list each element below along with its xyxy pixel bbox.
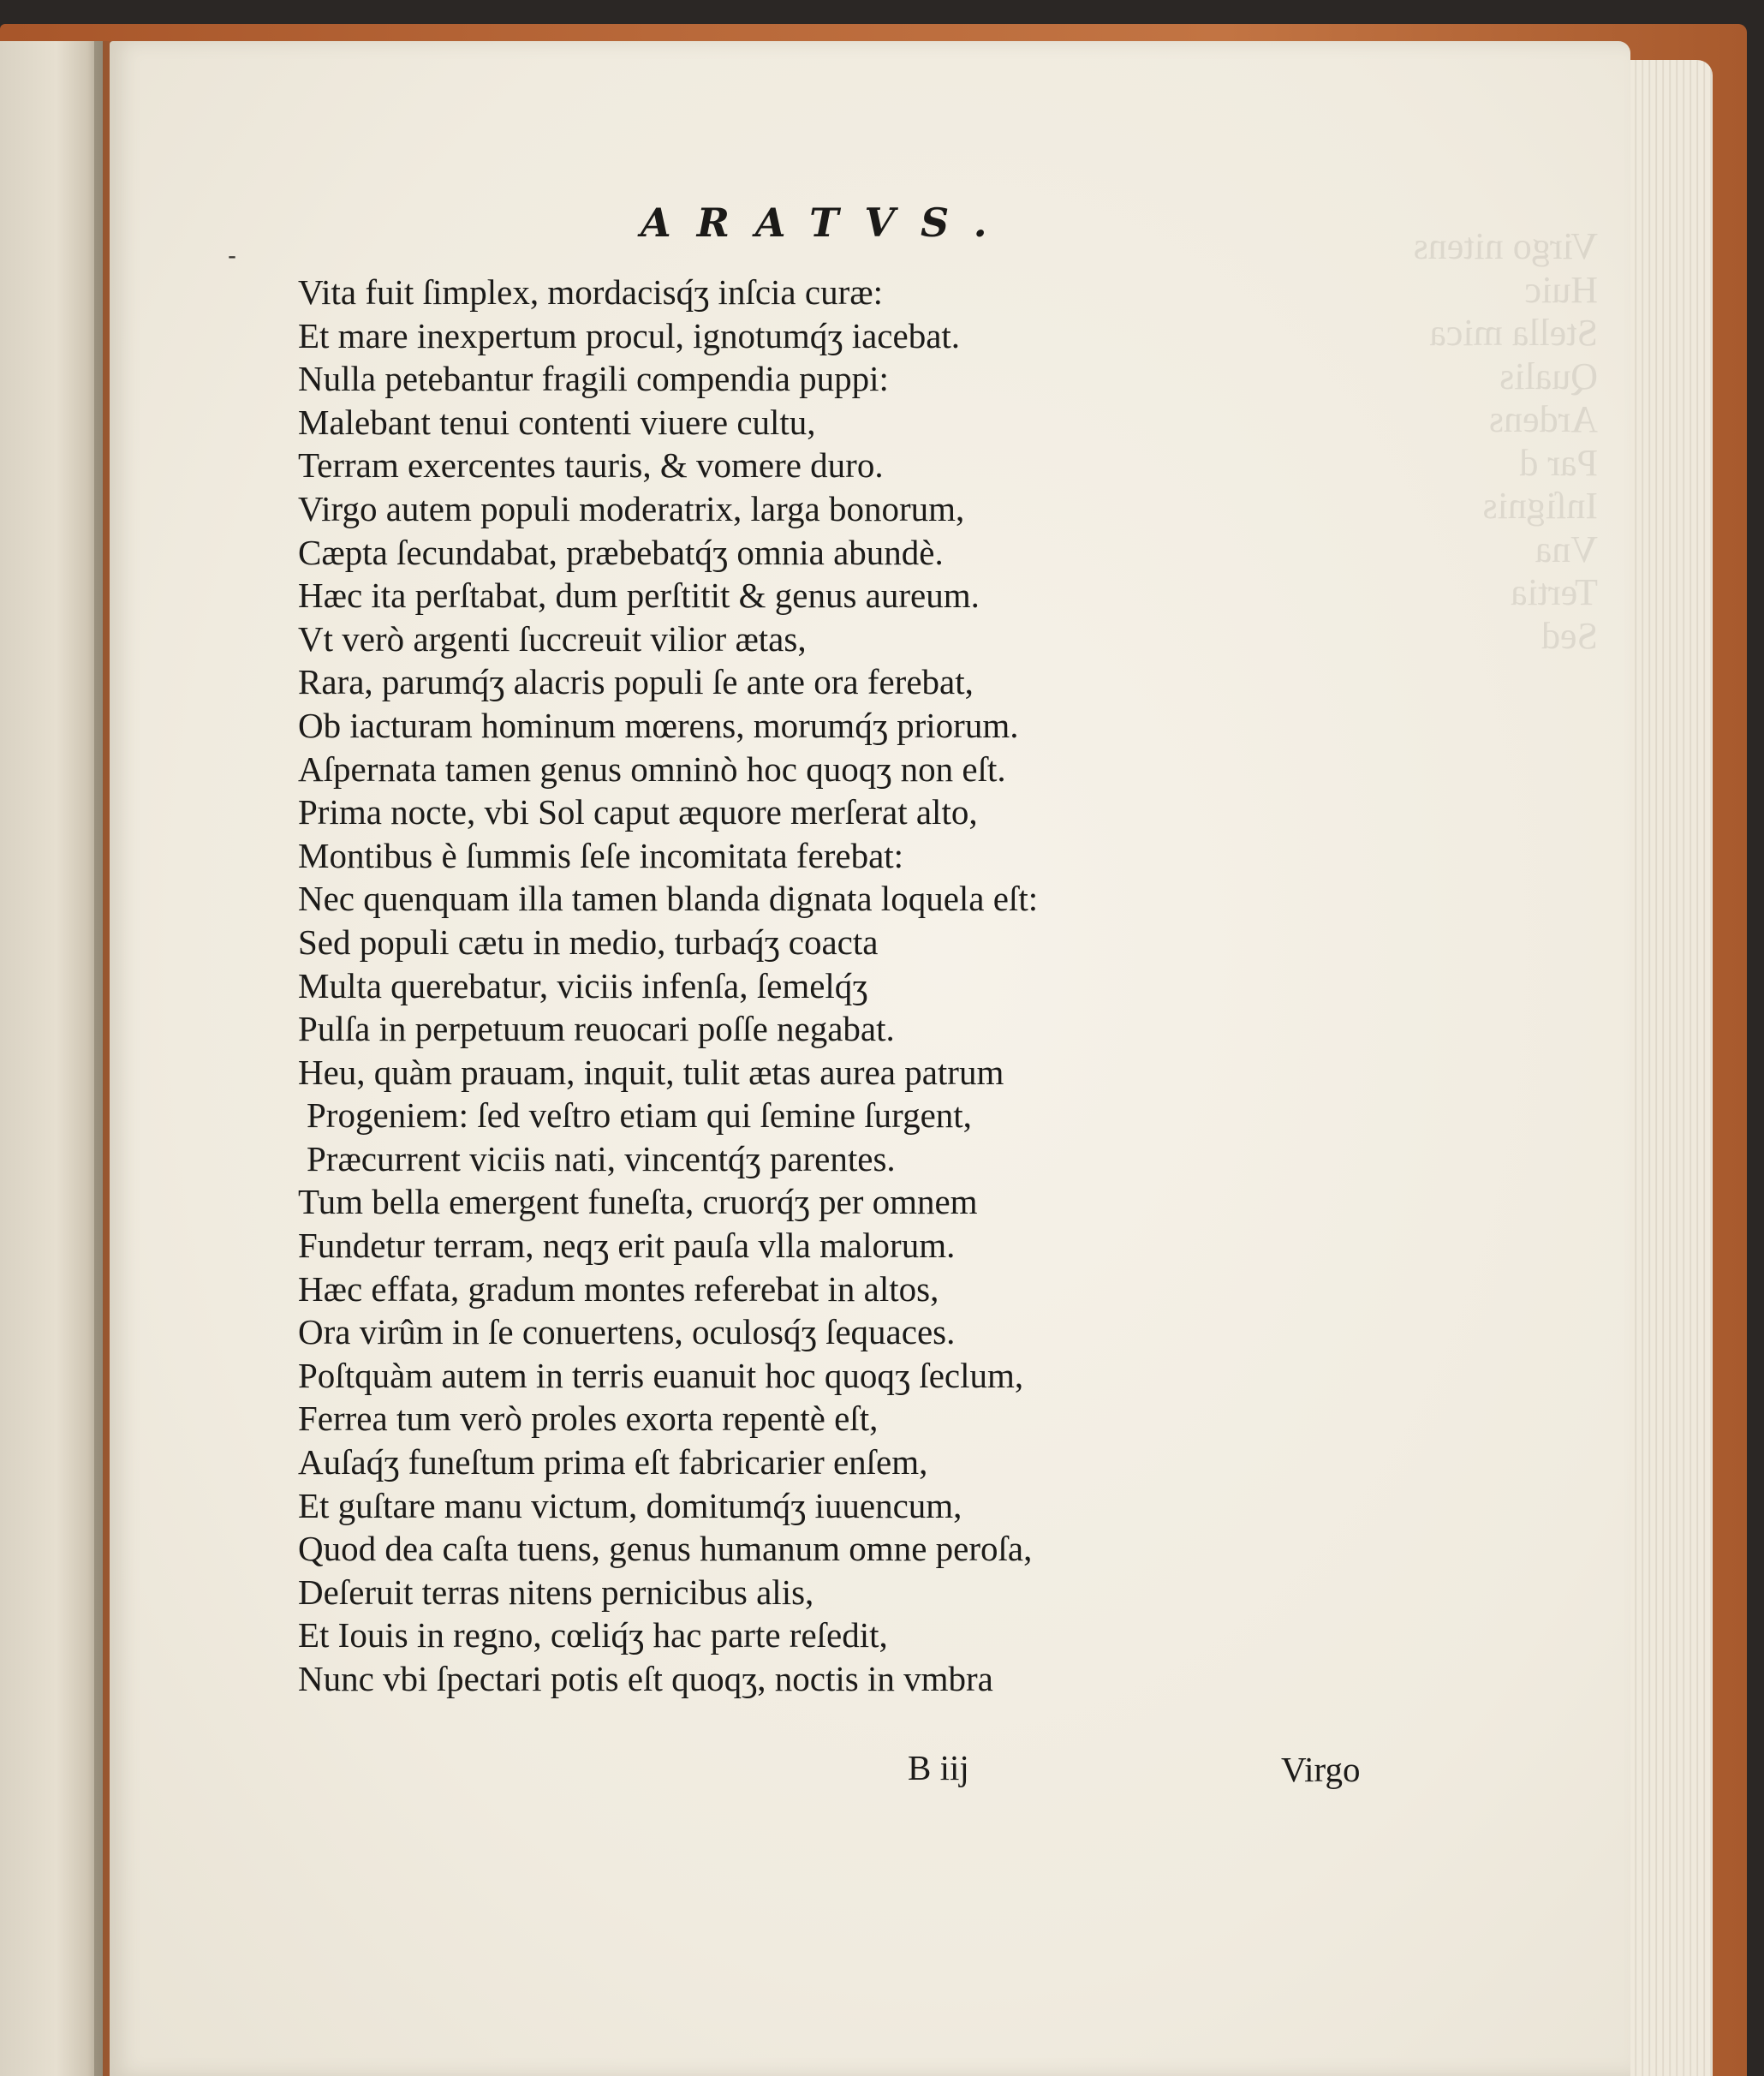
verse-line: Rara, parumq́ʒ alacris populi ſe ante ora ferebat,	[298, 662, 974, 702]
verse-line: Progeniem: ſed veſtro etiam qui ſemine ſurgent,	[307, 1095, 972, 1136]
verse-line: Quod dea caſta tuens, genus humanum omne peroſa,	[298, 1529, 1033, 1569]
verse-line: Aſpernata tamen genus omninò hoc quoqʒ non eſt.	[298, 749, 1006, 789]
verse-line: Et Iouis in regno, cœliq́ʒ hac parte reſedit,	[298, 1615, 888, 1655]
margin-mark: -	[228, 242, 236, 270]
verse-line: Nulla petebantur fragili compendia puppi:	[298, 359, 889, 399]
verse-line: Vita fuit ſimplex, mordacisq́ʒ inſcia curæ:	[298, 272, 883, 312]
verse-line: Malebant tenui contenti viuere cultu,	[298, 402, 816, 442]
show-through-text: Virgo nitens Huic Stella mica Qualis Ardens Par d Inſignis Vna Tertia Sed	[1413, 225, 1598, 657]
verse-line: Cæpta ſecundabat, præbebatq́ʒ omnia abundè.	[298, 532, 944, 572]
verse-line: Montibus è ſummis ſeſe incomitata ferebat:	[298, 835, 904, 875]
verse-line: Hæc effata, gradum montes referebat in altos,	[298, 1268, 939, 1309]
verse-line: Et mare inexpertum procul, ignotumq́ʒ iacebat.	[298, 315, 961, 355]
verse-line: Nunc vbi ſpectari potis eſt quoqʒ, noctis in vmbra	[298, 1659, 993, 1698]
printed-page	[110, 41, 1630, 2076]
catchword: Virgo	[1281, 1750, 1361, 1789]
verse-line: Deſeruit terras nitens pernicibus alis,	[298, 1572, 814, 1612]
running-head: ARATVS.	[641, 200, 1013, 246]
verse-line: Tum bella emergent funeſta, cruorq́ʒ per omnem	[298, 1182, 978, 1222]
verse-line: Terram exercentes tauris, & vomere duro.	[298, 445, 884, 486]
verse-line: Auſaq́ʒ funeſtum prima eſt fabricarier enſem,	[298, 1442, 928, 1482]
verse-line: Prima nocte, vbi Sol caput æquore merſerat alto,	[298, 792, 978, 832]
verse-line: Ob iacturam hominum mœrens, morumq́ʒ priorum.	[298, 705, 1019, 745]
verse-line: Poſtquàm autem in terris euanuit hoc quoqʒ ſeclum,	[298, 1355, 1024, 1395]
verse-line: Præcurrent viciis nati, vincentq́ʒ parentes.	[307, 1138, 896, 1178]
verse-line: Ora virûm in ſe conuertens, oculosq́ʒ ſequaces.	[298, 1312, 956, 1352]
verse-line: Sed populi cætu in medio, turbaq́ʒ coacta	[298, 922, 879, 962]
signature-mark: B iij	[908, 1748, 969, 1787]
verse-line: Pulſa in perpetuum reuocari poſſe negabat.	[298, 1009, 895, 1049]
verse-line: Virgo autem populi moderatrix, larga bonorum,	[298, 488, 965, 528]
left-page-edge	[0, 41, 103, 2076]
verse-line: Heu, quàm prauam, inquit, tulit ætas aurea patrum	[298, 1052, 1004, 1092]
verse-line: Fundetur terram, neqʒ erit pauſa vlla malorum.	[298, 1226, 956, 1266]
verse-line: Et guſtare manu victum, domitumq́ʒ iuuencum,	[298, 1485, 962, 1525]
verse-line: Hæc ita perſtabat, dum perſtitit & genus aureum.	[298, 576, 980, 616]
verse-line: Ferrea tum verò proles exorta repentè eſt,	[298, 1399, 879, 1439]
verse-line: Multa querebatur, viciis infenſa, ſemelq́ʒ	[298, 965, 868, 1005]
verse-line: Vt verò argenti ſuccreuit vilior ætas,	[298, 618, 807, 659]
verse-line: Nec quenquam illa tamen blanda dignata loquela eſt:	[298, 879, 1039, 919]
verse-block	[298, 271, 1463, 1701]
